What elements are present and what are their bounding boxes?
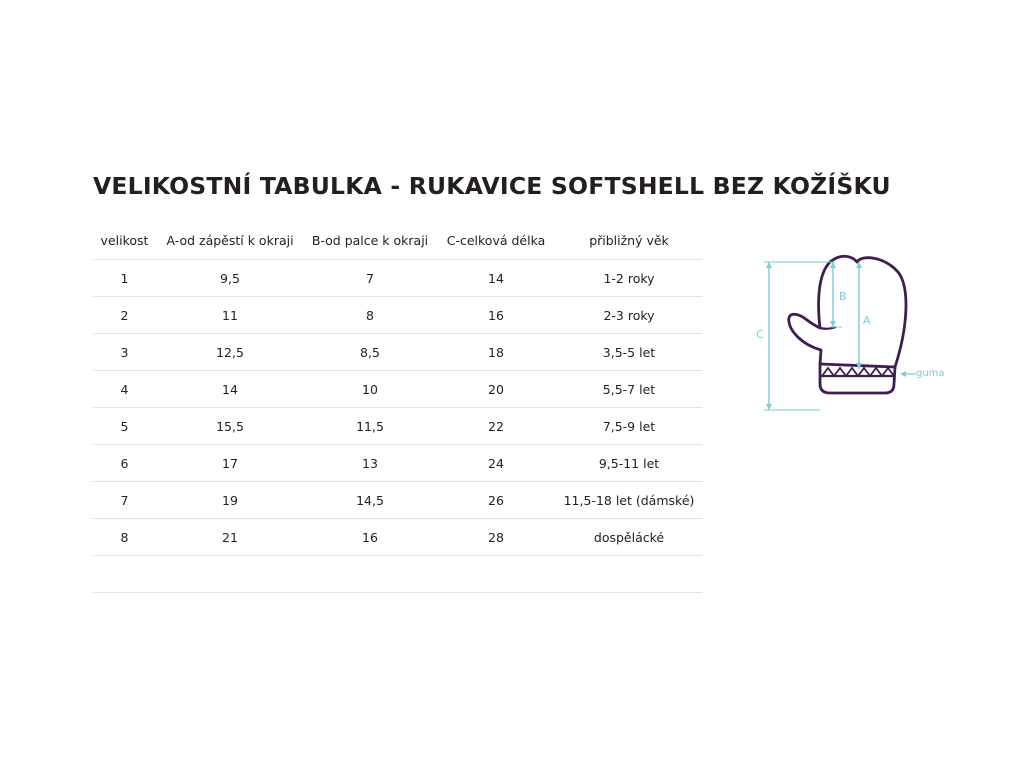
cell-size: 7 [93, 482, 156, 519]
cell-b: 7 [304, 260, 436, 297]
cell-b: 11,5 [304, 408, 436, 445]
table-row [93, 445, 702, 482]
cell-age: 11,5-18 let (dámské) [556, 482, 702, 519]
cell-c: 20 [436, 371, 556, 408]
header-b: B-od palce k okraji [304, 222, 436, 260]
cell-c: 24 [436, 445, 556, 482]
cell-b: 8,5 [304, 334, 436, 371]
arrow-head [766, 262, 772, 268]
label-b: B [839, 290, 847, 303]
cell-age: 2-3 roky [556, 297, 702, 334]
table-row [93, 297, 702, 334]
cell-c: 14 [436, 260, 556, 297]
label-a: A [863, 314, 871, 327]
cell-age: 3,5-5 let [556, 334, 702, 371]
cell-size: 3 [93, 334, 156, 371]
cell-a: 14 [156, 371, 304, 408]
cell-a: 12,5 [156, 334, 304, 371]
table-row [93, 519, 702, 556]
elastic-zigzag [822, 368, 894, 376]
table-row [93, 371, 702, 408]
header-size: velikost [93, 222, 156, 260]
table-row-empty [93, 556, 702, 593]
mitten-cuff [820, 364, 895, 393]
header-c: C-celková délka [436, 222, 556, 260]
cell-a: 11 [156, 297, 304, 334]
header-a: A-od zápěstí k okraji [156, 222, 304, 260]
cell-a: 9,5 [156, 260, 304, 297]
table-row [93, 408, 702, 445]
cell-c: 22 [436, 408, 556, 445]
cell-size: 8 [93, 519, 156, 556]
cell-size: 6 [93, 445, 156, 482]
cell-a: 19 [156, 482, 304, 519]
arrow-head [900, 371, 906, 377]
cell-size: 5 [93, 408, 156, 445]
cell-a: 21 [156, 519, 304, 556]
cell-age: 9,5-11 let [556, 445, 702, 482]
cell-b: 13 [304, 445, 436, 482]
cell-age: dospělácké [556, 519, 702, 556]
cell-size: 4 [93, 371, 156, 408]
cell-c: 18 [436, 334, 556, 371]
cell-size: 2 [93, 297, 156, 334]
cell-c: 28 [436, 519, 556, 556]
table-row [93, 334, 702, 371]
cell-size: 1 [93, 260, 156, 297]
label-guma: guma [916, 368, 945, 379]
cell-c: 26 [436, 482, 556, 519]
page-title: VELIKOSTNÍ TABULKA - RUKAVICE SOFTSHELL BEZ KOŽÍŠKU [93, 172, 891, 200]
cell-a: 17 [156, 445, 304, 482]
table-row [93, 260, 702, 297]
cell-c: 16 [436, 297, 556, 334]
cell-age: 5,5-7 let [556, 371, 702, 408]
table-row [93, 482, 702, 519]
cell-b: 8 [304, 297, 436, 334]
label-c: C [756, 328, 764, 341]
cell-b: 16 [304, 519, 436, 556]
header-age: přibližný věk [556, 222, 702, 260]
cell-b: 14,5 [304, 482, 436, 519]
mitten-outline [789, 256, 906, 367]
arrow-head [766, 404, 772, 410]
mitten-diagram [750, 252, 960, 422]
size-table [93, 222, 702, 593]
table-header-row [93, 222, 702, 260]
cell-a: 15,5 [156, 408, 304, 445]
cell-age: 7,5-9 let [556, 408, 702, 445]
cell-b: 10 [304, 371, 436, 408]
cell-age: 1-2 roky [556, 260, 702, 297]
arrow-head [830, 321, 836, 327]
